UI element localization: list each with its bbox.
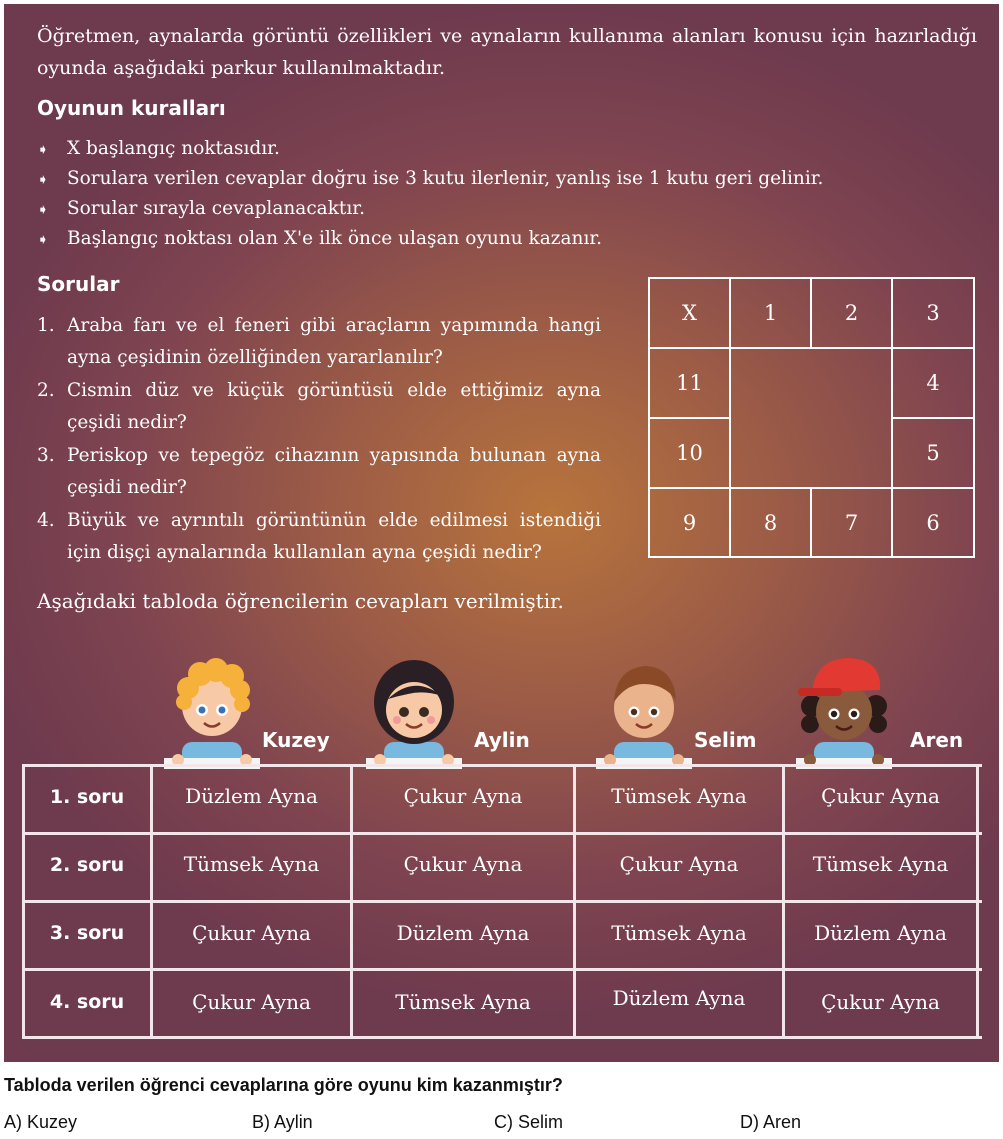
- rule-item: ➧ Sorulara verilen cevaplar doğru ise 3 kutu ilerlenir, yanlış ise 1 kutu geri gelinir.: [37, 164, 823, 194]
- game-board: [648, 277, 975, 558]
- answer-cell: Düzlem Ayna: [814, 921, 947, 945]
- student-selim-avatar: [594, 644, 694, 769]
- rule-item: ➧ Başlangıç noktası olan X'e ilk önce ulaşan oyunu kazanır.: [37, 224, 602, 254]
- arrow-icon: ➧: [37, 232, 49, 248]
- row-label: 2. soru: [49, 854, 125, 876]
- student-kuzey-avatar: [162, 644, 262, 769]
- option-b[interactable]: B) Aylin: [252, 1112, 313, 1132]
- student-aren-avatar: [794, 644, 894, 769]
- question-item: 2. Cismin düz ve küçük görüntüsü elde ettiğimiz ayna çeşidi nedir?: [37, 380, 601, 433]
- answer-cell: Çukur Ayna: [192, 990, 311, 1014]
- row-label: 4. soru: [49, 991, 125, 1013]
- arrow-icon: ➧: [37, 172, 49, 188]
- answer-cell: Çukur Ayna: [192, 921, 311, 945]
- table-intro: Aşağıdaki tabloda öğrencilerin cevapları verilmiştir.: [37, 589, 564, 613]
- answers-table: [22, 764, 982, 1039]
- student-name: Selim: [694, 728, 757, 752]
- answer-cell: Çukur Ayna: [821, 990, 940, 1014]
- answer-cell: Çukur Ayna: [821, 784, 940, 808]
- board-cell: 11: [648, 347, 731, 419]
- question-item: 3. Periskop ve tepegöz cihazının yapısında bulunan ayna çeşidi nedir?: [37, 445, 601, 498]
- option-c[interactable]: C) Selim: [494, 1112, 564, 1132]
- rule-item: ➧ Sorular sırayla cevaplanacaktır.: [37, 194, 365, 224]
- board-cell: 3: [891, 277, 975, 349]
- board-cell: X: [648, 277, 731, 349]
- row-label: 1. soru: [49, 786, 125, 808]
- answer-cell: Tümsek Ayna: [395, 990, 531, 1014]
- answer-cell: Çukur Ayna: [619, 852, 739, 876]
- game-panel: [4, 4, 999, 1062]
- question-item: 4. Büyük ve ayrıntılı görüntünün elde edilmesi istendiği için dişçi aynalarında kullanılan ayna çeşidi nedir?: [37, 510, 601, 563]
- rules-title: Oyunun kuralları: [37, 96, 226, 120]
- student-name: Aylin: [474, 728, 530, 752]
- answer-cell: Çukur Ayna: [403, 784, 523, 808]
- board-cell: 10: [648, 417, 731, 489]
- board-cell: 4: [891, 347, 975, 419]
- student-aylin-avatar: [364, 644, 464, 769]
- arrow-icon: ➧: [37, 142, 49, 158]
- intro-text: Öğretmen, aynalarda görüntü özellikleri ve aynaların kullanıma alanları konusu için hazırladığı oyunda aşağıdaki parkur kullanılmaktadır.: [37, 25, 977, 79]
- student-name: Aren: [910, 728, 964, 752]
- answer-cell: Düzlem Ayna: [612, 986, 746, 1010]
- arrow-icon: ➧: [37, 202, 49, 218]
- answer-cell: Düzlem Ayna: [185, 784, 318, 808]
- question-text: Tabloda verilen öğrenci cevaplarına göre oyunu kim kazanmıştır?: [4, 1075, 563, 1095]
- board-cell: 1: [729, 277, 812, 349]
- answer-cell: Tümsek Ayna: [812, 852, 949, 876]
- answer-cell: Tümsek Ayna: [611, 784, 747, 808]
- answer-cell: Çukur Ayna: [403, 852, 523, 876]
- board-cell: 5: [891, 417, 975, 489]
- board-cell: 6: [891, 487, 975, 558]
- board-cell: 9: [648, 487, 731, 558]
- answer-cell: Düzlem Ayna: [396, 921, 530, 945]
- row-label: 3. soru: [49, 922, 125, 944]
- answer-cell: Tümsek Ayna: [183, 852, 320, 876]
- questions-title: Sorular: [37, 272, 120, 296]
- board-cell: 7: [810, 487, 893, 558]
- option-a[interactable]: A) Kuzey: [4, 1112, 78, 1132]
- board-cell: 2: [810, 277, 893, 349]
- student-name: Kuzey: [262, 728, 330, 752]
- board-cell: 8: [729, 487, 812, 558]
- option-d[interactable]: D) Aren: [740, 1112, 802, 1132]
- answer-cell: Tümsek Ayna: [611, 921, 747, 945]
- question-item: 1. Araba farı ve el feneri gibi araçların yapımında hangi ayna çeşidinin özelliğinden yararlanılır?: [37, 315, 601, 368]
- rule-item: ➧ X başlangıç noktasıdır.: [37, 134, 280, 164]
